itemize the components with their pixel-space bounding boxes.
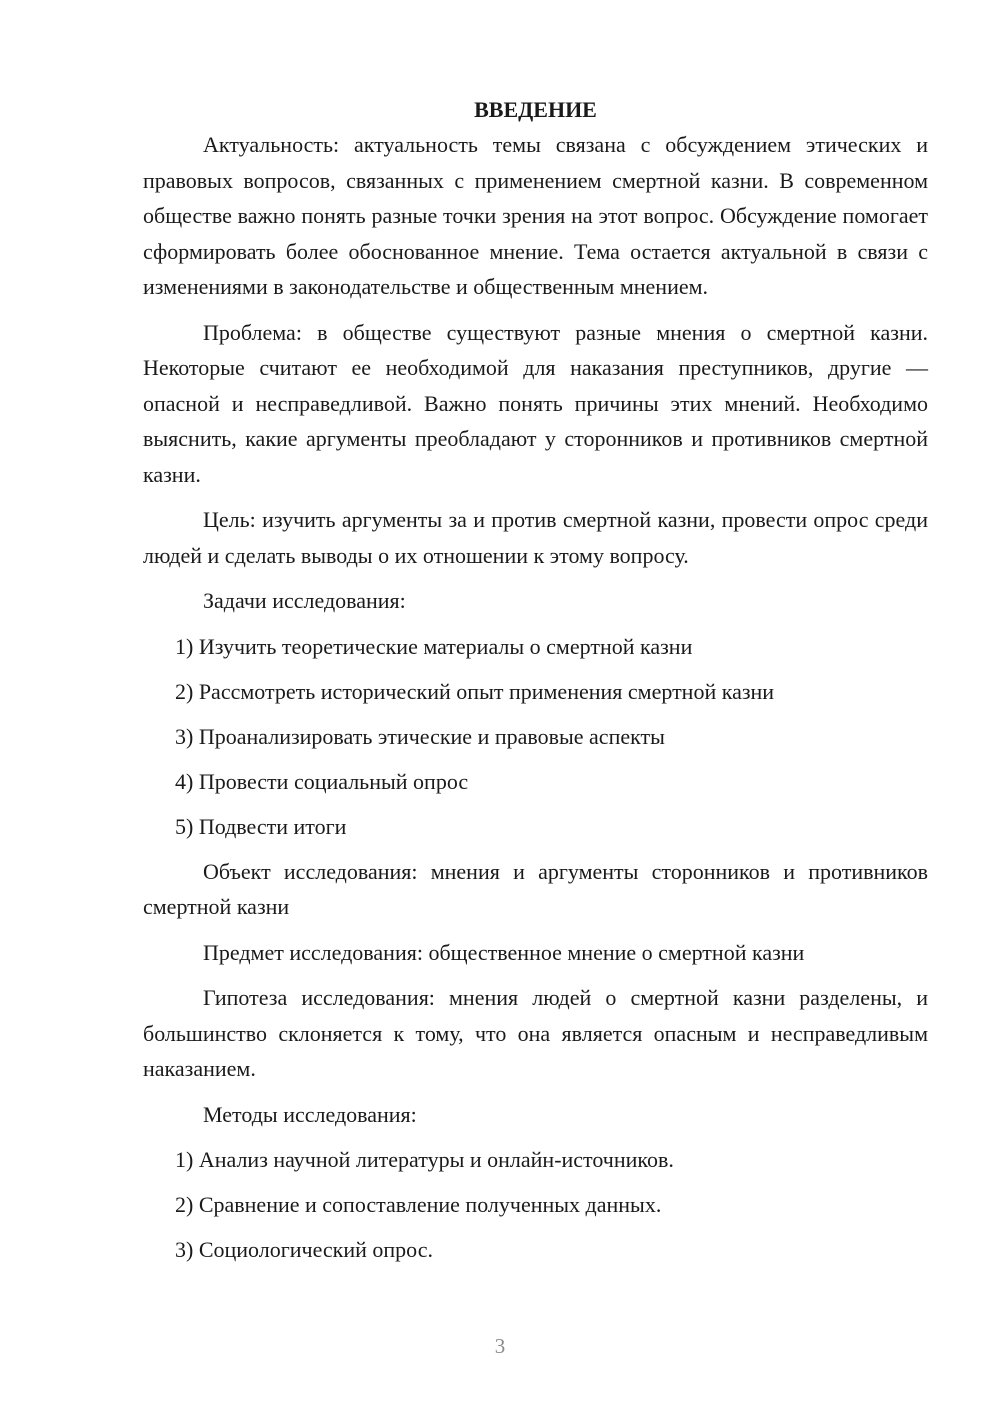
- tasks-list: [143, 629, 928, 844]
- relevance-paragraph: Актуальность: актуальность темы связана с обсуждением этических и правовых вопросов, связанных с применением смертной казни. В современном обществе важно понять разные точки зрения на этот вопрос. Обсуждение помогает сформировать более обоснованное мнение. Тема остается актуальной в связи с изменениями в законодательстве и общественным мнением.: [143, 132, 928, 299]
- task-item: 5) Подвести итоги: [175, 813, 347, 839]
- hypothesis-paragraph: Гипотеза исследования: мнения людей о смертной казни разделены, и большинство склоняется к тому, что она является опасным и несправедливым наказанием.: [143, 985, 928, 1081]
- methods-title: Методы исследования:: [203, 1101, 417, 1127]
- task-item: 1) Изучить теоретические материалы о смертной казни: [175, 633, 693, 659]
- page-number: 3: [494, 1334, 506, 1358]
- goal-paragraph: Цель: изучить аргументы за и против смертной казни, провести опрос среди людей и сделать выводы о их отношении к этому вопросу.: [143, 507, 928, 568]
- task-item: 2) Рассмотреть исторический опыт применения смертной казни: [175, 678, 775, 704]
- method-item: 1) Анализ научной литературы и онлайн-источников.: [175, 1147, 674, 1172]
- object-paragraph: Объект исследования: мнения и аргументы сторонников и противников смертной казни: [143, 858, 928, 919]
- method-item: 3) Социологический опрос.: [175, 1237, 433, 1262]
- task-item: 3) Проанализировать этические и правовые аспекты: [175, 723, 665, 749]
- section-heading: ВВЕДЕНИЕ: [474, 97, 597, 122]
- task-item: 4) Провести социальный опрос: [175, 768, 469, 794]
- methods-list: [143, 1142, 928, 1267]
- subject-paragraph: Предмет исследования: общественное мнение о смертной казни: [203, 939, 805, 965]
- method-item: 2) Сравнение и сопоставление полученных данных.: [175, 1192, 662, 1217]
- document-page: [143, 92, 928, 1277]
- problem-paragraph: Проблема: в обществе существуют разные мнения о смертной казни. Некоторые считают ее необходимой для наказания преступников, другие — опасной и несправедливой. Важно понять причины этих мнений. Необходимо выяснить, какие аргументы преобладают у сторонников и противников смертной казни.: [143, 319, 928, 487]
- tasks-title: Задачи исследования:: [203, 588, 406, 613]
